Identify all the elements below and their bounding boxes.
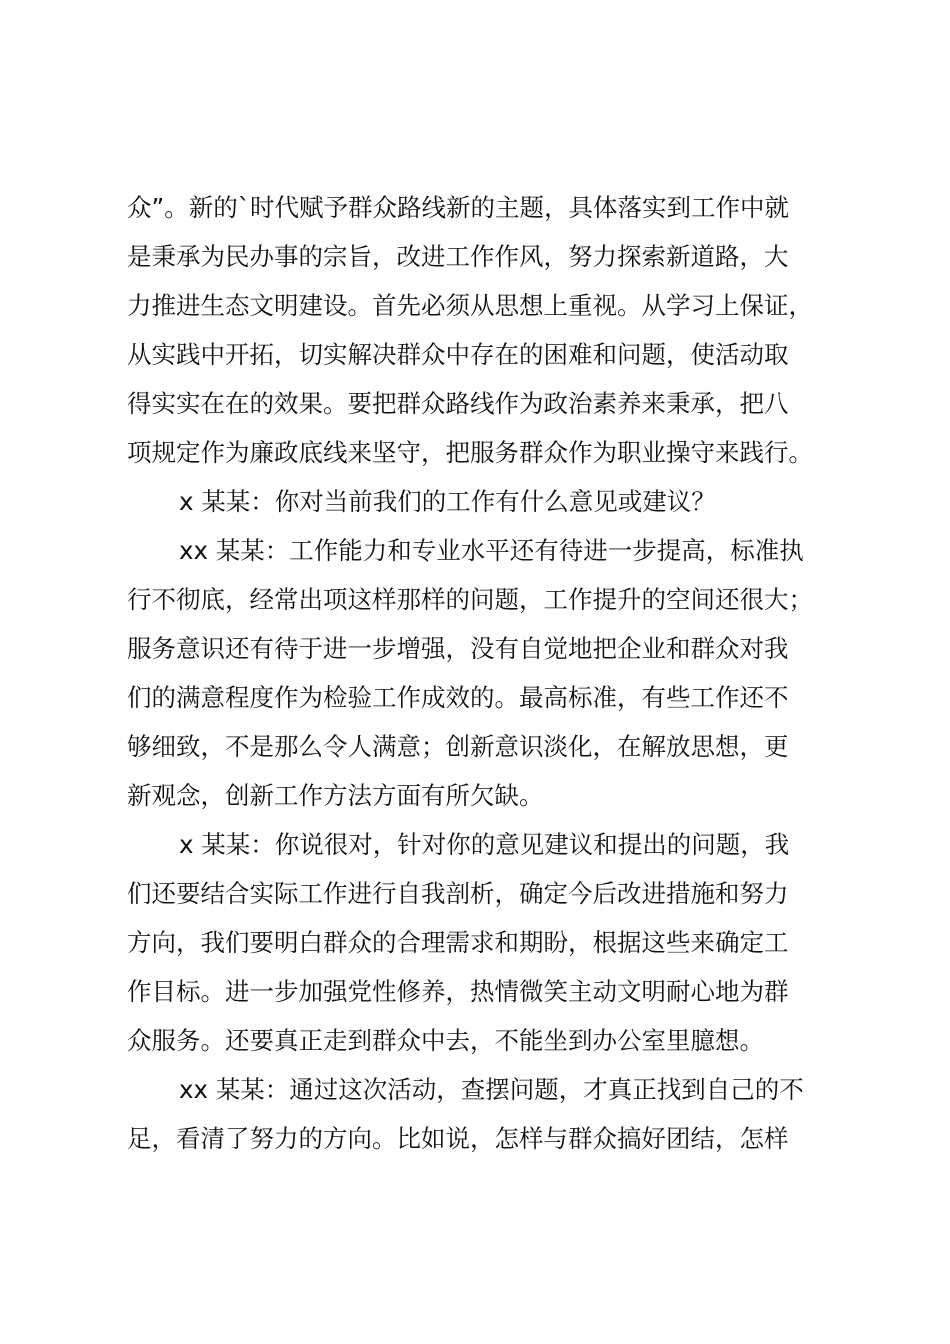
text-line: 众服务。还要真正走到群众中去，不能坐到办公室里臆想。 — [127, 1026, 764, 1055]
text-line: 行不彻底，经常出项这样那样的问题，工作提升的空间还很大； — [127, 585, 813, 614]
text-line: 方向，我们要明白群众的合理需求和期盼，根据这些来确定工 — [127, 928, 789, 957]
dialogue-line-answer: xx 某某：工作能力和专业水平还有待进一步提高，标准执 — [179, 536, 804, 565]
text-line: 足，看清了努力的方向。比如说，怎样与群众搞好团结，怎样 — [127, 1124, 789, 1153]
text-line: 新观念，创新工作方法方面有所欠缺。 — [127, 781, 544, 810]
dialogue-line-response: x 某某：你说很对，针对你的意见建议和提出的问题，我 — [179, 830, 790, 859]
text-line: 作目标。进一步加强党性修养，热情微笑主动文明耐心地为群 — [127, 977, 789, 1006]
text-line: 从实践中开拓，切实解决群众中存在的困难和问题，使活动取 — [127, 340, 789, 369]
text-line: 得实实在在的效果。要把群众路线作为政治素养来秉承，把八 — [127, 389, 789, 418]
document-body — [127, 183, 857, 1163]
text-line: 们的满意程度作为检验工作成效的。最高标准，有些工作还不 — [127, 683, 789, 712]
text-line: 够细致，不是那么令人满意；创新意识淡化，在解放思想，更 — [127, 732, 789, 761]
text-line: 项规定作为廉政底线来坚守，把服务群众作为职业操守来践行。 — [127, 438, 813, 467]
dialogue-line-question: x 某某：你对当前我们的工作有什么意见或建议？ — [179, 487, 716, 516]
text-line: 服务意识还有待于进一步增强，没有自觉地把企业和群众对我 — [127, 634, 789, 663]
text-line: 们还要结合实际工作进行自我剖析，确定今后改进措施和努力 — [127, 879, 789, 908]
text-line: 众”。新的`时代赋予群众路线新的主题，具体落实到工作中就 — [127, 193, 789, 222]
text-line: 是秉承为民办事的宗旨，改进工作作风，努力探索新道路，大 — [127, 242, 789, 271]
text-line: 力推进生态文明建设。首先必须从思想上重视。从学习上保证， — [127, 291, 813, 320]
dialogue-line-answer: xx 某某：通过这次活动，查摆问题，才真正找到自己的不 — [179, 1075, 804, 1104]
